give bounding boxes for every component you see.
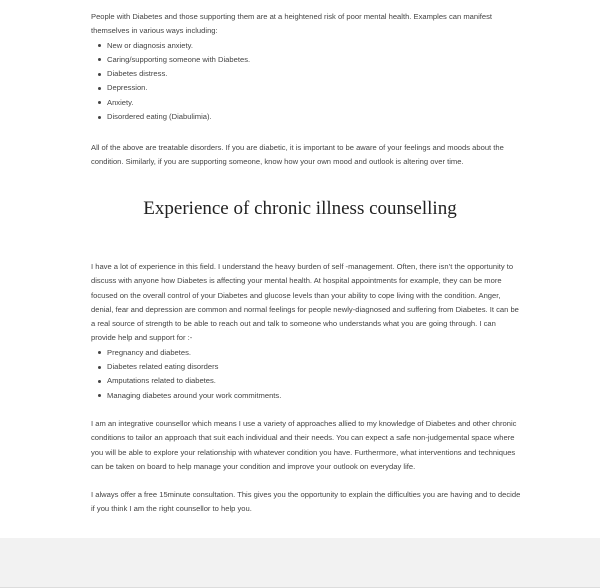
section-heading: Experience of chronic illness counselling: [143, 198, 457, 219]
consultation-paragraph: I always offer a free 15minute consultation. This gives you the opportunity to explain the difficulties you are having and to decide if you think I am the right counsellor to help you.: [91, 490, 521, 514]
treatable-block: [91, 141, 521, 170]
list-item: Pregnancy and diabetes.: [107, 346, 521, 360]
list-item: Amputations related to diabetes.: [107, 374, 521, 388]
list-item: Caring/supporting someone with Diabetes.: [107, 53, 521, 67]
risk-list: [91, 39, 521, 125]
intro-block: [91, 10, 521, 124]
approach-block: [91, 417, 521, 474]
treatable-paragraph: All of the above are treatable disorders. If you are diabetic, it is important to be aware of your feelings and moods about the condition. Similarly, if you are supporting someone, know how your own mood and outlook is altering over time.: [91, 143, 504, 167]
list-item: Diabetes related eating disorders: [107, 360, 521, 374]
intro-paragraph: People with Diabetes and those supporting them are at a heightened risk of poor mental health. Examples can manifest themselves in various ways including:: [91, 12, 493, 36]
consultation-block: [91, 488, 521, 517]
list-item: Anxiety.: [107, 96, 521, 110]
list-item: Disordered eating (Diabulimia).: [107, 110, 521, 124]
approach-paragraph: I am an integrative counsellor which means I use a variety of approaches allied to my knowledge of Diabetes and other chronic conditions to tailor an approach that suit each individual and their needs. You can expect a safe non-judgemental space where you will be able to explore your relationship with whatever condition you have. Furthermore, what interventions and techniques can be taken on board to help manage your condition and improve your outlook on everyday life.: [91, 419, 517, 471]
list-item: Depression.: [107, 81, 521, 95]
list-item: Managing diabetes around your work commitments.: [107, 389, 521, 403]
experience-paragraph: I have a lot of experience in this field. I understand the heavy burden of self -management. Often, there isn’t the opportunity to discuss with anyone how Diabetes is affecting your mental health. At hospital appointments for example, they can be more focused on the overall control of your Diabetes and glucose levels than your ability to cope living with the condition. Anger, denial, fear and depression are common and normal feelings for people newly-diagnosed and suffering from Diabetes. It can be a real source of strength to be able to reach out and talk to someone who understands what you are going through. I can provide help and support for :-: [91, 262, 519, 343]
support-list: [91, 346, 521, 403]
footer-band: [0, 538, 600, 588]
experience-block: [91, 260, 521, 403]
list-item: Diabetes distress.: [107, 67, 521, 81]
list-item: New or diagnosis anxiety.: [107, 39, 521, 53]
